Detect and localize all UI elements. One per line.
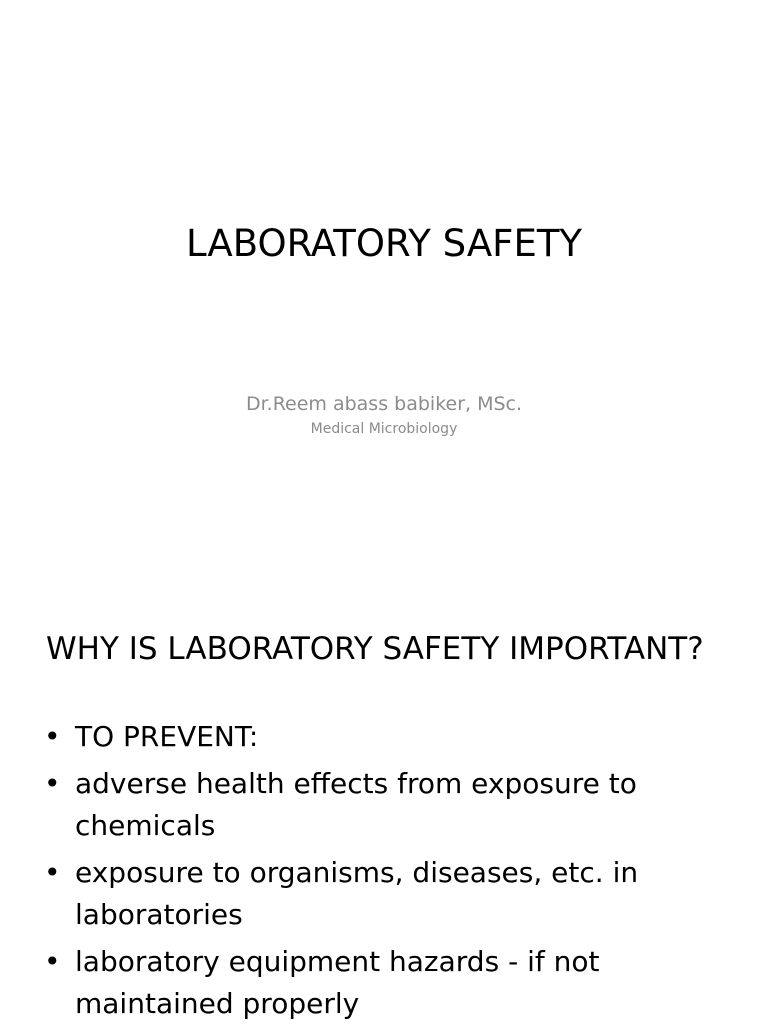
bullet-text: TO PREVENT: [75,720,259,753]
bullet-icon: • [44,767,61,800]
bullet-list [44,716,734,1024]
bullet-icon: • [44,945,61,978]
bullet-item [44,941,734,1024]
bullet-icon: • [44,856,61,889]
bullet-icon: • [44,720,61,753]
department-name: Medical Microbiology [310,421,458,437]
slide-title: LABORATORY SAFETY [185,222,583,265]
bullet-text: laboratory equipment hazards - if not maintained properly [75,945,600,1020]
author-name: Dr.Reem abass babiker, MSc. [245,393,523,415]
content-slide [0,576,768,1024]
bullet-text: adverse health effects from exposure to chemicals [75,767,637,842]
bullet-item [44,763,734,847]
slide-heading: WHY IS LABORATORY SAFETY IMPORTANT? [46,631,704,667]
bullet-item [44,716,734,758]
bullet-item [44,852,734,936]
bullet-text: exposure to organisms, diseases, etc. in laboratories [75,856,639,931]
